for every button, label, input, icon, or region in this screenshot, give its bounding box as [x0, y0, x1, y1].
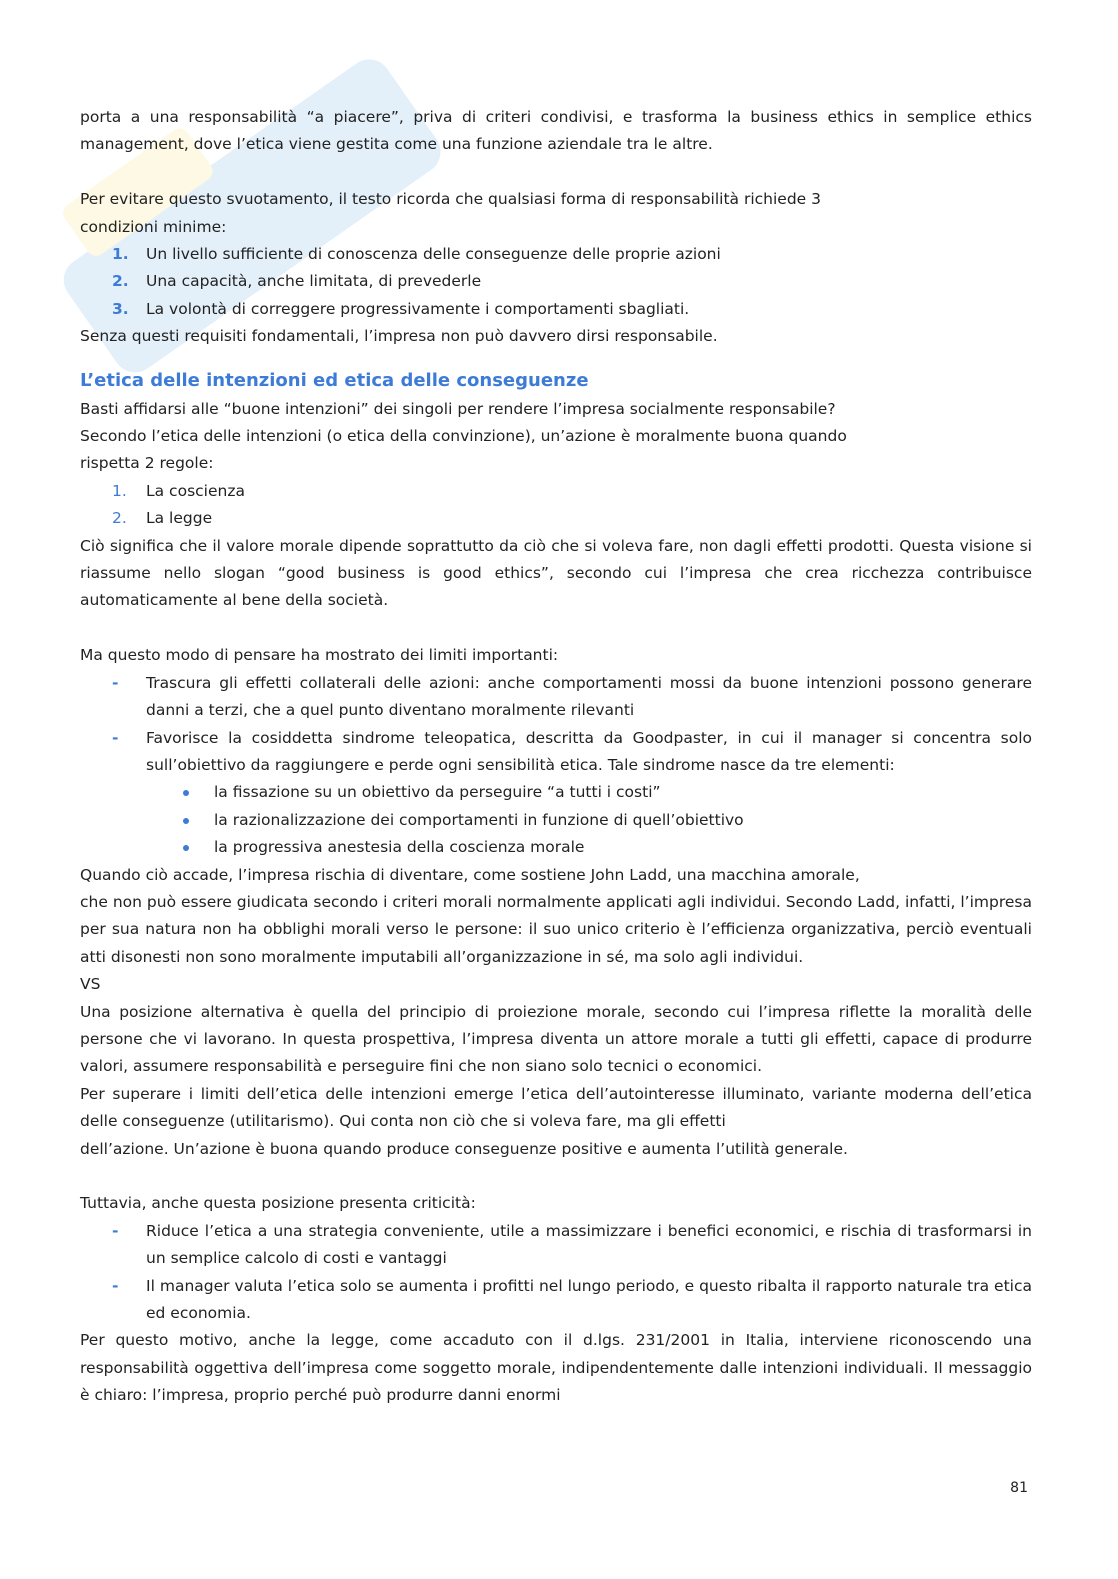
document-page [80, 104, 1032, 1410]
bullet-dot [183, 845, 189, 851]
paragraph: che non può essere giudicata secondo i criteri morali normalmente applicati agli individui. Secondo Ladd, infatti, l’impresa per sua natura non ha obblighi morali verso le persone: il suo unico criterio è l’efficienza organizzativa, perciò eventuali atti disonesti non sono moralmente imputabili all’organizzazione in sé, ma solo agli individui. [80, 892, 1032, 966]
page-number: 81 [1010, 1480, 1028, 1496]
paragraph: Per superare i limiti dell’etica delle intenzioni emerge l’etica dell’autointeresse illuminato, variante moderna dell’etica delle conseguenze (utilitarismo). Qui conta non ciò che si voleva fare, ma gli effetti [80, 1084, 1032, 1131]
list-item [80, 834, 1032, 861]
list-item [80, 779, 1032, 806]
list-item [80, 505, 1032, 532]
bullet-dot [183, 818, 189, 824]
paragraph: Secondo l’etica delle intenzioni (o etica della convinzione), un’azione è moralmente buona quando [80, 427, 847, 446]
paragraph: Basti affidarsi alle “buone intenzioni” dei singoli per rendere l’impresa socialmente responsabile? [80, 399, 836, 418]
list-item-text: Una capacità, anche limitata, di prevederle [146, 272, 482, 291]
list-item-text: Favorisce la cosiddetta sindrome teleopatica, descritta da Goodpaster, in cui il manager si concentra solo sull’obiettivo da raggiungere e perde ogni sensibilità etica. Tale sindrome nasce da tre elementi: [146, 728, 1032, 774]
vs-label: VS [80, 975, 101, 994]
paragraph: Ma questo modo di pensare ha mostrato dei limiti importanti: [80, 646, 559, 665]
list-item-text: Riduce l’etica a una strategia conveniente, utile a massimizzare i benefici economici, e rischia di trasformarsi in un semplice calcolo di costi e vantaggi [146, 1221, 1032, 1268]
limits-list [80, 670, 1032, 780]
list-item-text: Il manager valuta l’etica solo se aumenta i profitti nel lungo periodo, e questo ribalta il rapporto naturale tra etica ed economia. [146, 1276, 1032, 1323]
list-item [80, 670, 1032, 725]
paragraph: Ciò significa che il valore morale dipende soprattutto da ciò che si voleva fare, non dagli effetti prodotti. Questa visione si riassume nello slogan “good business is good ethics”, secondo cui l’impresa che crea ricchezza contribuisce automaticamente al bene della società. [80, 536, 1032, 610]
dash-bullet: - [112, 1221, 119, 1240]
paragraph: Per evitare questo svuotamento, il testo ricorda che qualsiasi forma di responsabilità richiede 3 [80, 190, 822, 209]
bullet-dot [183, 790, 189, 796]
list-number: 2. [112, 509, 127, 528]
list-item-text: Trascura gli effetti collaterali delle azioni: anche comportamenti mossi da buone intenzioni possono generare danni a terzi, che a quel punto diventano moralmente rilevanti [146, 673, 1032, 720]
list-item [80, 1218, 1032, 1273]
conditions-list [80, 241, 1032, 323]
list-item [80, 241, 1032, 268]
paragraph: porta a una responsabilità “a piacere”, priva di criteri condivisi, e trasforma la business ethics in semplice ethics management, dove l’etica viene gestita come una funzione aziendale tra le altre. [80, 108, 1032, 154]
list-item-text: la progressiva anestesia della coscienza morale [214, 838, 585, 857]
list-item-text: La volontà di correggere progressivamente i comportamenti sbagliati. [146, 299, 690, 318]
section-heading: L’etica delle intenzioni ed etica delle conseguenze [80, 369, 589, 391]
paragraph: dell’azione. Un’azione è buona quando produce conseguenze positive e aumenta l’utilità generale. [80, 1139, 848, 1158]
list-item-text: la fissazione su un obiettivo da perseguire “a tutti i costi” [214, 783, 661, 802]
list-item [80, 478, 1032, 505]
elements-list [80, 779, 1032, 861]
paragraph: Tuttavia, anche questa posizione presenta criticità: [80, 1194, 476, 1213]
paragraph: rispetta 2 regole: [80, 454, 214, 473]
paragraph: Una posizione alternativa è quella del principio di proiezione morale, secondo cui l’impresa riflette la moralità delle persone che vi lavorano. In questa prospettiva, l’impresa diventa un attore morale a tutti gli effetti, capace di produrre valori, assumere responsabilità e perseguire fini che non siano solo tecnici o economici. [80, 1002, 1032, 1076]
dash-bullet: - [112, 1276, 119, 1295]
paragraph: Senza questi requisiti fondamentali, l’impresa non può davvero dirsi responsabile. [80, 327, 718, 346]
list-number: 3. [112, 299, 129, 318]
list-item-text: Un livello sufficiente di conoscenza delle conseguenze delle proprie azioni [146, 245, 721, 264]
list-number: 2. [112, 272, 129, 291]
criticita-list [80, 1218, 1032, 1328]
list-item [80, 296, 1032, 323]
list-item [80, 268, 1032, 295]
list-item [80, 807, 1032, 834]
list-item-text: La coscienza [146, 481, 245, 500]
paragraph: condizioni minime: [80, 217, 227, 236]
paragraph: Per questo motivo, anche la legge, come accaduto con il d.lgs. 231/2001 in Italia, interviene riconoscendo una responsabilità oggettiva dell’impresa come soggetto morale, indipendentemente dalle intenzioni individuali. Il messaggio è chiaro: l’impresa, proprio perché può produrre danni enormi [80, 1331, 1032, 1405]
rules-list [80, 478, 1032, 533]
dash-bullet: - [112, 728, 119, 747]
paragraph: Quando ciò accade, l’impresa rischia di diventare, come sostiene John Ladd, una macchina amorale, [80, 865, 860, 884]
list-item [80, 1273, 1032, 1328]
dash-bullet: - [112, 673, 119, 692]
list-item-text: La legge [146, 509, 213, 528]
list-number: 1. [112, 245, 129, 264]
list-item [80, 725, 1032, 780]
list-item-text: la razionalizzazione dei comportamenti in funzione di quell’obiettivo [214, 810, 744, 829]
list-number: 1. [112, 481, 127, 500]
